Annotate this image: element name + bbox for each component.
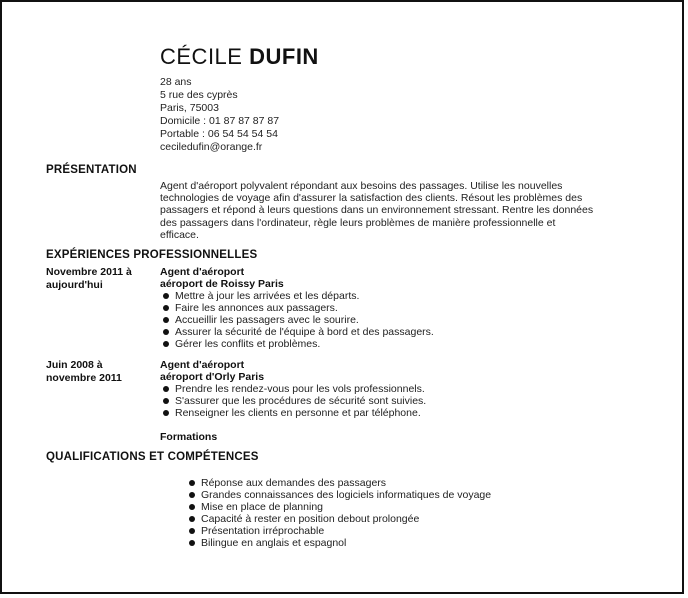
experiences-title: EXPÉRIENCES PROFESSIONNELLES <box>46 249 258 261</box>
job-tasks <box>160 383 630 419</box>
candidate-name <box>160 44 319 70</box>
qualifications-list-wrapper <box>186 477 491 549</box>
list-item: Mise en place de planning <box>186 501 491 513</box>
presentation-title: PRÉSENTATION <box>46 164 137 176</box>
email: ceciledufin@orange.fr <box>160 141 263 153</box>
job-date <box>46 359 156 384</box>
list-item: Capacité à rester en position debout prolongée <box>186 513 491 525</box>
list-item: Prendre les rendez-vous pour les vols professionnels. <box>160 383 630 395</box>
first-name: CÉCILE <box>160 44 243 69</box>
presentation-line: passagers et répond à leurs questions dans un environnement stressant. Rentre les données <box>160 204 594 217</box>
job-company: aéroport d'Orly Paris <box>160 371 265 383</box>
contact-block <box>160 76 279 154</box>
list-item: Bilingue en anglais et espagnol <box>186 537 491 549</box>
date-start: Novembre 2011 à <box>46 266 132 278</box>
city: Paris, 75003 <box>160 102 219 114</box>
date-end: aujourd'hui <box>46 278 103 291</box>
list-item: Présentation irréprochable <box>186 525 491 537</box>
list-item: Mettre à jour les arrivées et les départs. <box>160 290 630 302</box>
date-end: novembre 2011 <box>46 371 122 384</box>
list-item: Renseigner les clients en personne et par téléphone. <box>160 407 630 419</box>
formations-label: Formations <box>160 431 218 443</box>
age: 28 ans <box>160 76 192 88</box>
qualifications-title: QUALIFICATIONS ET COMPÉTENCES <box>46 451 259 463</box>
date-start: Juin 2008 à <box>46 359 103 371</box>
job-entry <box>160 266 630 350</box>
job-company: aéroport de Roissy Paris <box>160 278 284 290</box>
home-phone: Domicile : 01 87 87 87 87 <box>160 115 280 127</box>
list-item: Assurer la sécurité de l'équipe à bord et des passagers. <box>160 326 630 338</box>
list-item: Faire les annonces aux passagers. <box>160 302 630 314</box>
job-role: Agent d'aéroport <box>160 359 245 371</box>
job-role: Agent d'aéroport <box>160 266 245 278</box>
list-item: Gérer les conflits et problèmes. <box>160 338 630 350</box>
job-entry <box>160 359 630 419</box>
presentation-line: technologies de voyage afin d'assurer la satisfaction des clients. Résout les problèmes des <box>160 192 583 205</box>
list-item: Grandes connaissances des logiciels informatiques de voyage <box>186 489 491 501</box>
street-address: 5 rue des cyprès <box>160 89 238 101</box>
job-tasks <box>160 290 630 350</box>
last-name: DUFIN <box>249 44 319 69</box>
mobile-phone: Portable : 06 54 54 54 54 <box>160 128 278 140</box>
presentation-text <box>160 180 620 241</box>
list-item: Accueillir les passagers avec le sourire. <box>160 314 630 326</box>
presentation-line: Agent d'aéroport polyvalent répondant aux besoins des passages. Utilise les nouvelles <box>160 180 563 192</box>
list-item: Réponse aux demandes des passagers <box>186 477 491 489</box>
presentation-line: des passagers dans l'ordinateur, règle leurs problèmes de manière professionnelle et <box>160 216 556 229</box>
qualifications-list <box>186 477 491 549</box>
list-item: S'assurer que les procédures de sécurité sont suivies. <box>160 395 630 407</box>
job-date <box>46 266 156 291</box>
presentation-line: efficace. <box>160 228 199 241</box>
